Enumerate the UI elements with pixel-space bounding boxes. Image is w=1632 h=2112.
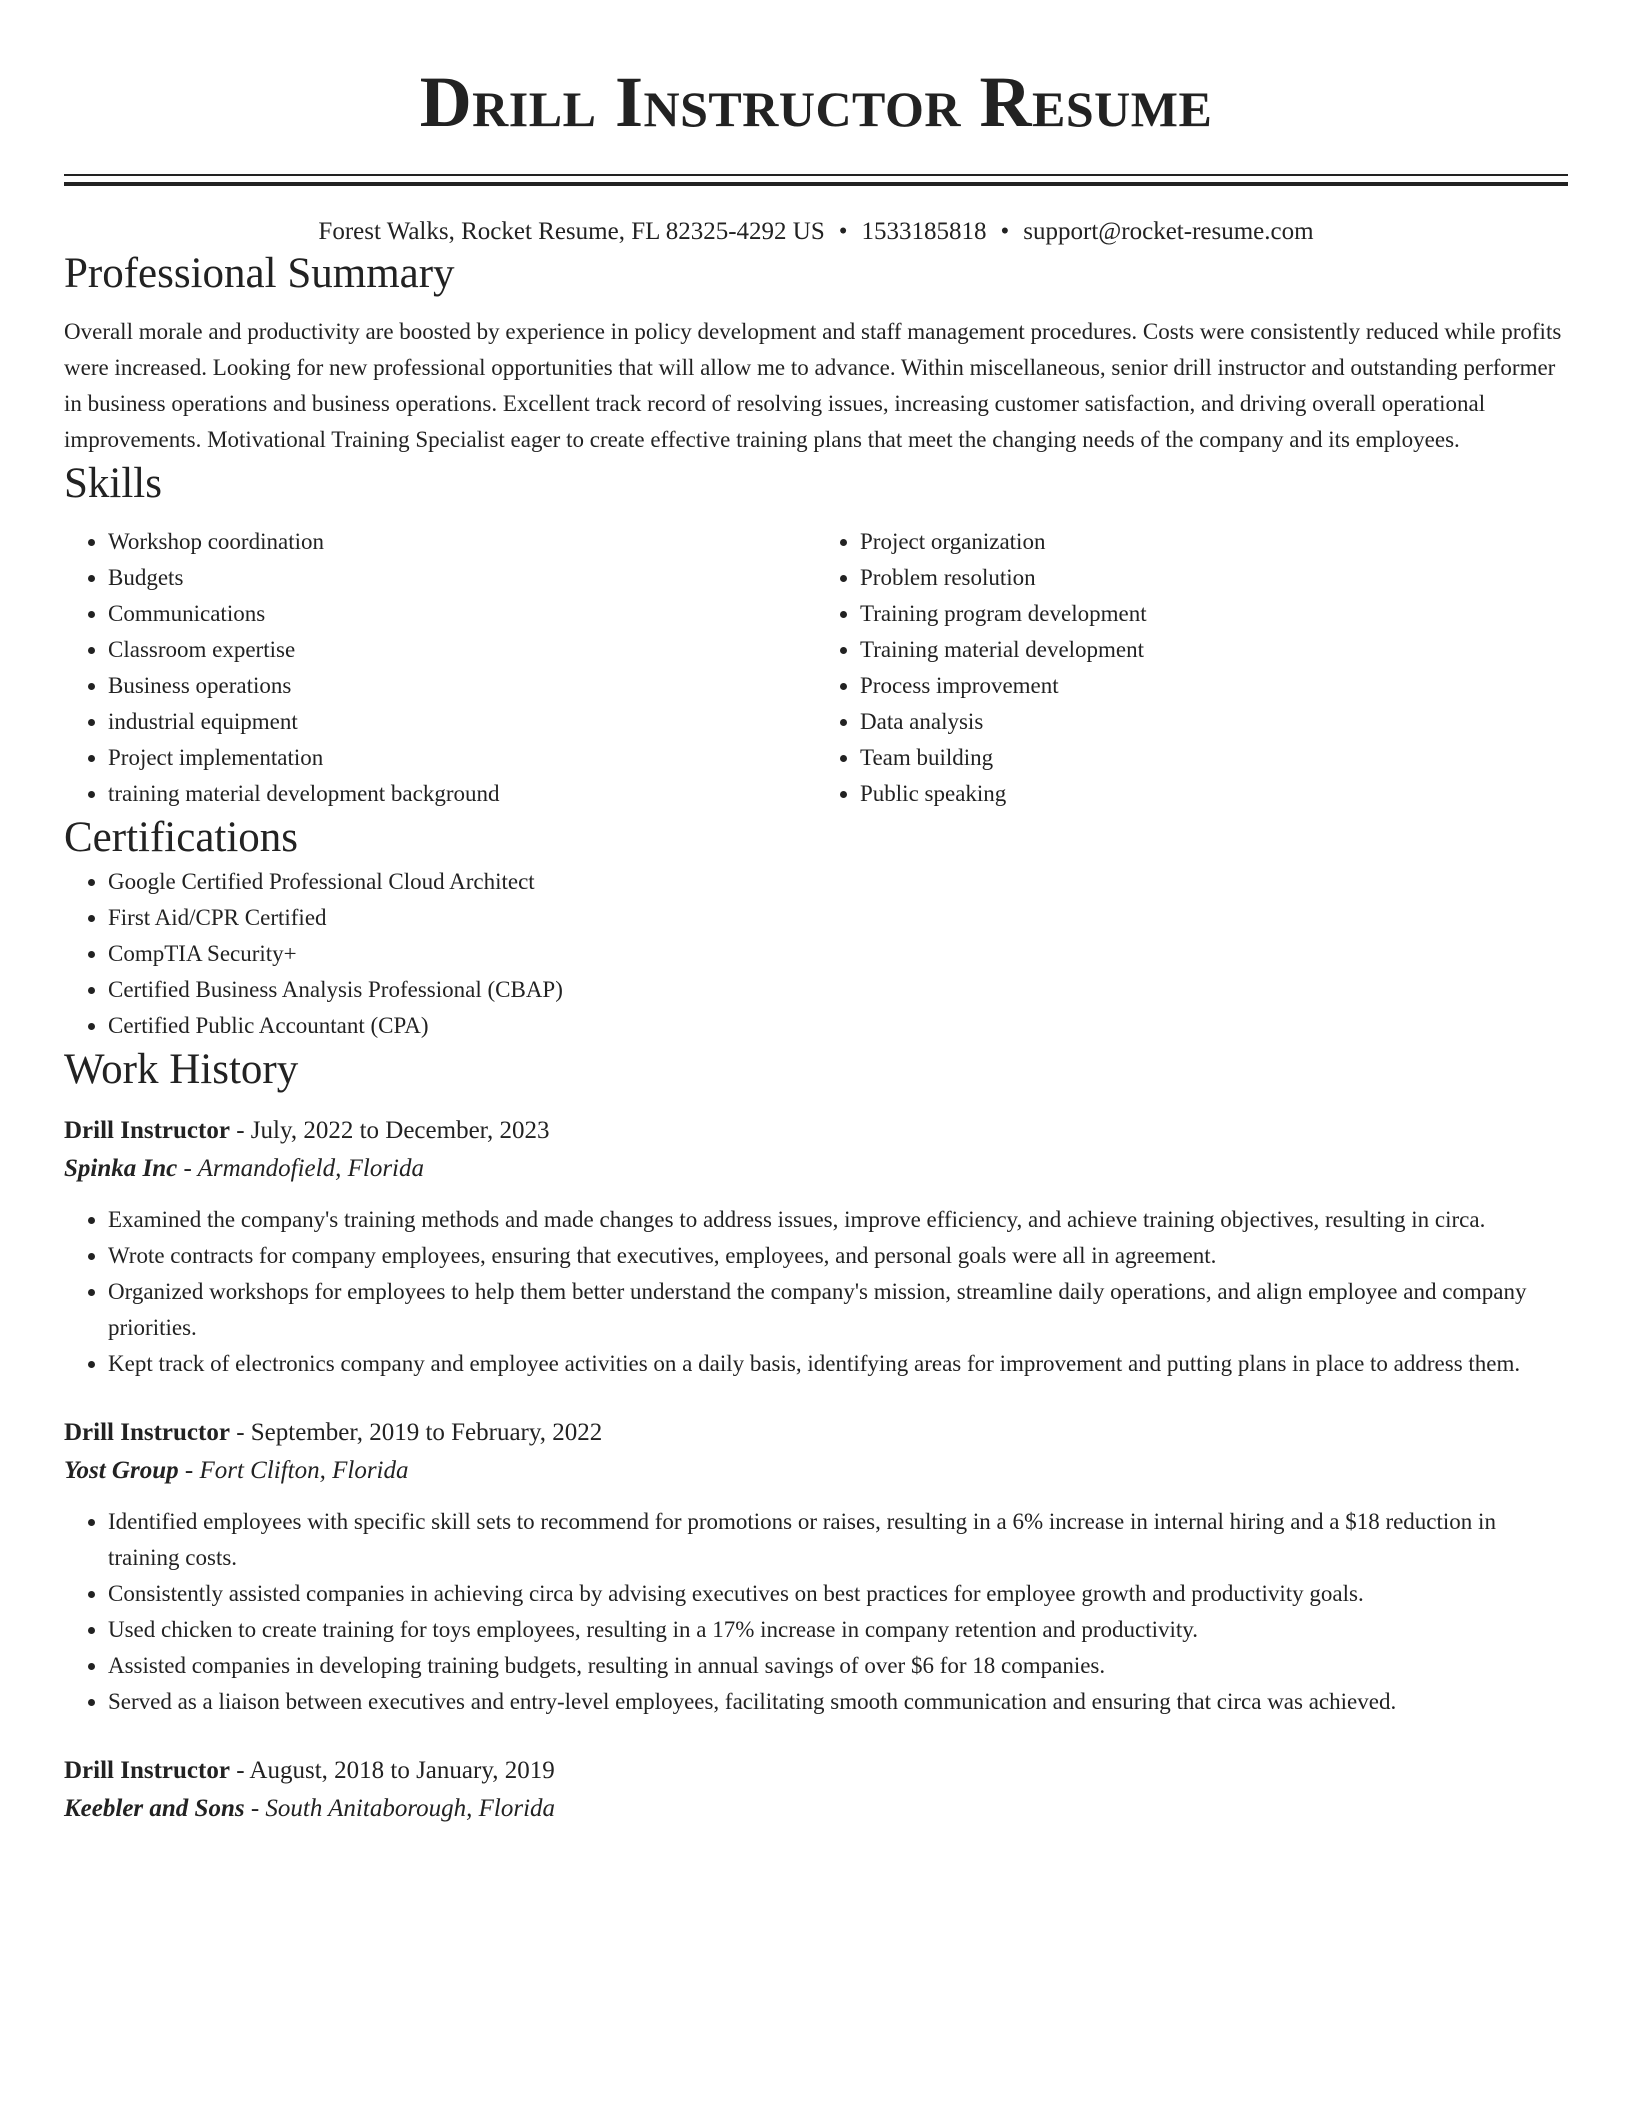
job-dates: September, 2019 to February, 2022: [250, 1419, 603, 1446]
certifications-heading: Certifications: [64, 814, 299, 861]
skill-item: • Business operations: [108, 668, 816, 704]
job-bullet: • Examined the company's training methods and made changes to address issues, improve efficiency, and achieve training objectives, resulting in circa.: [108, 1202, 1568, 1238]
summary-heading: Professional Summary: [64, 250, 455, 297]
job-entry: [64, 1112, 1568, 1382]
job-bullet: • Wrote contracts for company employees, ensuring that executives, employees, and personal goals were all in agreement.: [108, 1238, 1568, 1274]
skill-item: • industrial equipment: [108, 704, 816, 740]
resume-title: Drill Instructor Resume: [419, 62, 1213, 142]
contact-line: [64, 216, 1568, 248]
title-divider: [64, 174, 1568, 186]
job-company-line: Spinka Inc - Armandofield, Florida: [64, 1155, 424, 1182]
skill-item: • Classroom expertise: [108, 632, 816, 668]
job-bullet: • Used chicken to create training for toys employees, resulting in a 17% increase in company retention and productivity.: [108, 1612, 1568, 1648]
job-company-line: Keebler and Sons - South Anitaborough, Florida: [64, 1795, 556, 1822]
skills-columns: [64, 524, 1568, 812]
skills-right-list: [816, 524, 1568, 812]
skill-item: • Problem resolution: [860, 560, 1568, 596]
skills-heading: Skills: [64, 460, 162, 507]
job-location: Armandofield, Florida: [197, 1155, 424, 1182]
summary-text: Overall morale and productivity are boosted by experience in policy development and staff management procedures. Costs were consistently reduced while profits were increased. Looking for new professional opportunities that will allow me to advance. Within miscellaneous, senior drill instructor and outstanding performer in business operations and business operations. Excellent track record of resolving issues, increasing customer satisfaction, and driving overall operational improvements. Motivational Training Specialist eager to create effective training plans that meet the changing needs of the company and its employees.: [64, 319, 1562, 452]
contact-separator: •: [838, 218, 848, 245]
skill-item: • training material development background: [108, 776, 816, 812]
contact-address: Forest Walks, Rocket Resume, FL 82325-4292 US: [318, 218, 825, 245]
work-history-heading: Work History: [64, 1046, 299, 1093]
skills-left-list: [64, 524, 816, 812]
skill-item: • Training program development: [860, 596, 1568, 632]
skill-item: • Project implementation: [108, 740, 816, 776]
job-company: Spinka Inc: [64, 1155, 178, 1182]
contact-separator: •: [1000, 218, 1010, 245]
job-bullet: • Consistently assisted companies in achieving circa by advising executives on best practices for employee growth and productivity goals.: [108, 1576, 1568, 1612]
skill-item: • Team building: [860, 740, 1568, 776]
job-dates: August, 2018 to January, 2019: [249, 1757, 555, 1784]
certification-item: • CompTIA Security+: [108, 936, 1568, 972]
contact-email: support@rocket-resume.com: [1023, 218, 1314, 245]
resume-page: [64, 0, 1568, 1828]
job-location: Fort Clifton, Florida: [199, 1457, 409, 1484]
skill-item: • Process improvement: [860, 668, 1568, 704]
job-dates: July, 2022 to December, 2023: [250, 1117, 550, 1144]
job-role: Drill Instructor: [64, 1419, 230, 1446]
job-bullet: • Assisted companies in developing training budgets, resulting in annual savings of over $6 for 18 companies.: [108, 1648, 1568, 1684]
job-location: South Anitaborough, Florida: [265, 1795, 556, 1822]
job-bullet: • Served as a liaison between executives and entry-level employees, facilitating smooth communication and ensuring that circa was achieved.: [108, 1684, 1568, 1720]
job-bullet: • Kept track of electronics company and employee activities on a daily basis, identifying areas for improvement and putting plans in place to address them.: [108, 1346, 1568, 1382]
certification-item: • Certified Business Analysis Professional (CBAP): [108, 972, 1568, 1008]
job-role: Drill Instructor: [64, 1117, 230, 1144]
skill-item: • Public speaking: [860, 776, 1568, 812]
job-company: Yost Group: [64, 1457, 179, 1484]
job-bullet: • Identified employees with specific skill sets to recommend for promotions or raises, resulting in a 6% increase in internal hiring and a $18 reduction in training costs.: [108, 1504, 1568, 1576]
job-company-line: Yost Group - Fort Clifton, Florida: [64, 1457, 409, 1484]
certification-item: • First Aid/CPR Certified: [108, 900, 1568, 936]
job-role: Drill Instructor: [64, 1757, 230, 1784]
job-bullet: • Organized workshops for employees to help them better understand the company's mission, streamline daily operations, and align employee and company priorities.: [108, 1274, 1568, 1346]
job-bullets: [64, 1202, 1568, 1382]
job-entry: [64, 1414, 1568, 1720]
skill-item: • Budgets: [108, 560, 816, 596]
job-entry: [64, 1752, 1568, 1828]
certification-item: • Google Certified Professional Cloud Architect: [108, 864, 1568, 900]
job-header: Drill Instructor - September, 2019 to February, 2022: [64, 1419, 603, 1446]
skill-item: • Training material development: [860, 632, 1568, 668]
job-header: Drill Instructor - August, 2018 to January, 2019: [64, 1757, 555, 1784]
skill-item: • Workshop coordination: [108, 524, 816, 560]
skill-item: • Project organization: [860, 524, 1568, 560]
skill-item: • Data analysis: [860, 704, 1568, 740]
certifications-list: [64, 864, 1568, 1044]
job-bullets: [64, 1504, 1568, 1720]
contact-phone: 1533185818: [861, 218, 987, 245]
certification-item: • Certified Public Accountant (CPA): [108, 1008, 1568, 1044]
job-header: Drill Instructor - July, 2022 to December, 2023: [64, 1117, 550, 1144]
job-company: Keebler and Sons: [64, 1795, 245, 1822]
skill-item: • Communications: [108, 596, 816, 632]
